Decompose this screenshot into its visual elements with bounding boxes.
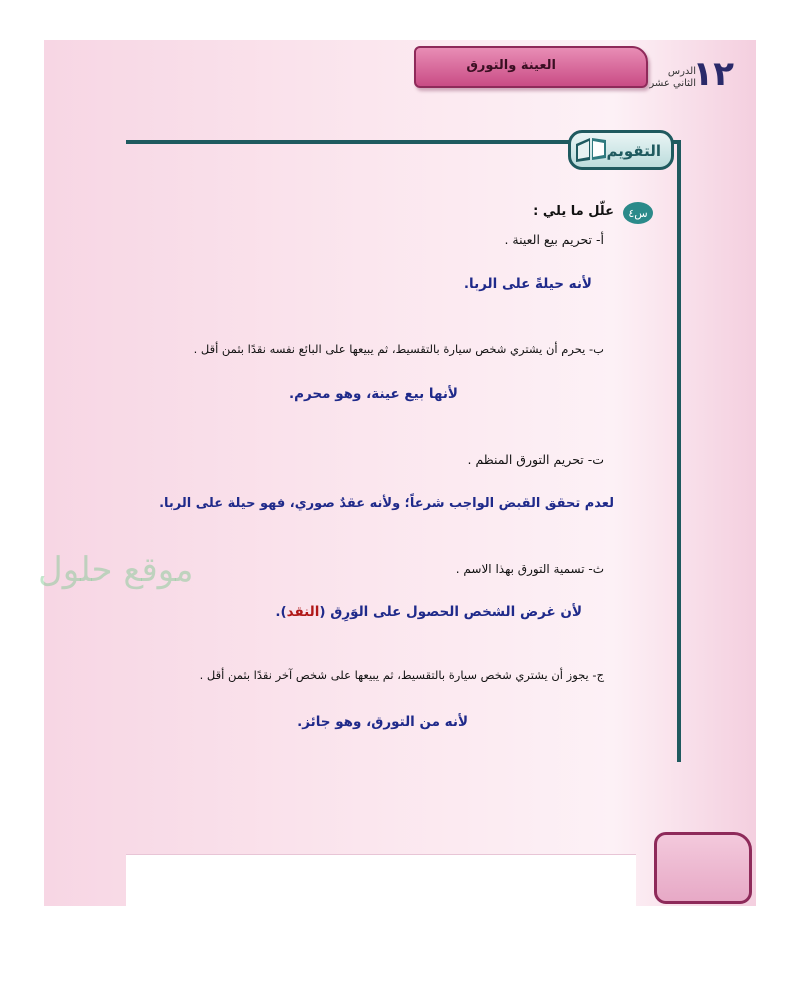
section-title: التقويم	[606, 142, 661, 160]
answer-j: لأنه من التورق، وهو جائز.	[297, 714, 468, 730]
answer-b: لأنها بيع عينة، وهو محرم.	[289, 386, 458, 402]
question-th: ث- تسمية التورق بهذا الاسم .	[455, 562, 604, 576]
lesson-label-line1: الدرس	[667, 66, 696, 77]
lesson-number: ١٢	[692, 54, 734, 94]
open-book-icon	[574, 134, 608, 164]
answer-th	[275, 604, 582, 620]
bottom-blank-box	[126, 854, 636, 907]
lesson-title: العينة والتورق	[466, 58, 556, 73]
question-badge-icon	[622, 200, 654, 226]
answer-th-pre: لأن غرض الشخص الحصول على الوَرِق (	[319, 604, 582, 620]
question-b: ب- يحرم أن يشتري شخص سيارة بالتقسيط، ثم يبيعها على البائع نفسه نقدًا بثمن أقل .	[193, 342, 604, 356]
answer-t: لعدم تحقق القبض الواجب شرعاً؛ ولأنه عقدٌ صوري، فهو حيلة على الربا.	[159, 496, 614, 511]
question-a: أ- تحريم بيع العينة .	[504, 232, 604, 247]
answer-th-highlight: النقد	[286, 604, 320, 620]
question-t: ت- تحريم التورق المنظم .	[467, 452, 604, 467]
section-side-rule	[677, 140, 681, 762]
question-j: ج- يجوز أن يشتري شخص سيارة بالتقسيط، ثم يبيعها على شخص آخر نقدًا بثمن أقل .	[199, 668, 604, 682]
lesson-title-tab	[414, 46, 648, 88]
page-corner-box	[654, 832, 752, 904]
answer-a: لأنه حيلةً على الربا.	[463, 276, 592, 292]
answer-th-post: ).	[275, 604, 287, 620]
prompt: علّل ما يلي :	[533, 204, 614, 219]
lesson-label	[648, 66, 696, 90]
watermark: موقع حلول	[38, 550, 194, 590]
question-badge-label: س٤	[628, 207, 648, 220]
lesson-label-line2: الثاني عشر	[649, 78, 696, 89]
